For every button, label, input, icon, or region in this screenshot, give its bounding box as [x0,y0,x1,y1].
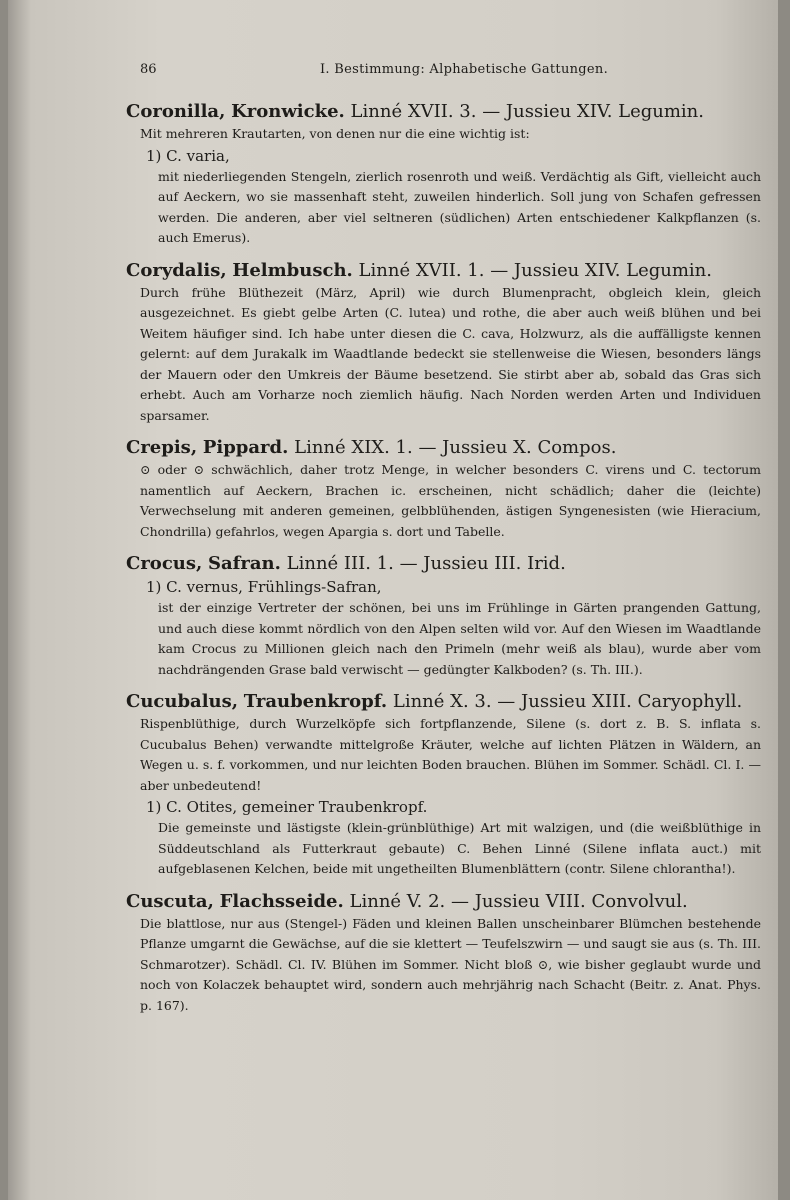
page-number: 86 [140,62,157,77]
book-page [8,0,778,1200]
entry-crepis [126,436,761,542]
genus-name: Corydalis, [126,259,227,281]
species-text: ist der einzige Vertreter der schönen, bei uns im Frühlinge in Gärten prangenden Gattung, und auch diese kommt nördlich von den Alpen selten wild vor. Auf den Wiesen im Waadtlande kam Crocus zu Millionen gleich nach den Primeln (mehr weiß als blau), wurde aber vom nachdrängenden Grase bald verwischt — gedüngter Kalkboden? (s. Th. III.). [158,600,761,677]
page-body [126,100,761,1026]
entry-text: Rispenblüthige, durch Wurzelköpfe sich fortpflanzende, Silene (s. dort z. B. S. inflata s. Cucubalus Behen) verwandte mittelgroße Kräuter, welche auf lichten Plätzen in Wäldern, an Wegen u. s. f. vorkommen, und nur leichten Boden brauchen. Blühen im Sommer. Schädl. Cl. I. — aber unbedeutend! [140,716,761,793]
entry-heading [126,690,761,714]
entry-cucubalus [126,690,761,880]
running-title: I. Bestimmung: Alphabetische Gattungen. [320,62,609,77]
entry-heading [126,259,761,283]
species-text: Die gemeinste und lästigste (klein-grünblüthige) Art mit walzigen, und (die weißblüthige in Süddeutschland als Futterkraut gebaute) C. Behen Linné (Silene inflata auct.) mit aufgeblasenen Kelchen, beide mit ungetheilten Blumenblättern (contr. Silene chlorantha!). [158,820,761,876]
common-name: Flachsseide. [219,890,344,912]
genus-name: Crocus, [126,553,203,574]
species-heading: 1) C. varia, [146,146,230,165]
genus-name: Crepis, [126,437,198,458]
entry-text: Die blattlose, nur aus (Stengel-) Fäden und kleinen Ballen unscheinbarer Blümchen bestehende Pflanze umgarnt die Gewächse, auf die sie klettert — Teufelszwirn — und saugt sie aus (s. Th. III. Schmarotzer). Schädl. Cl. IV. Blühen im Sommer. Nicht bloß ⊙, wie bisher geglaubt wurde und noch von Kolaczek behauptet wird, sondern auch mehrjährig nach Schacht (Beitr. z. Anat. Phys. p. 167). [140,915,761,1013]
species-text: mit niederliegenden Stengeln, zierlich rosenroth und weiß. Verdächtig als Gift, vielleicht auch auf Aeckern, wo sie massenhaft steht, zuweilen hinderlich. Soll jung von Schafen gefressen werden. Die anderen, aber viel seltneren (südlichen) Arten entschiedener Kalkpflanzen (s. auch Emerus). [158,168,761,245]
genus-name: Cucubalus, [126,691,239,712]
entry-cuscuta [126,890,761,1017]
entry-heading [126,100,761,124]
classification: Linné X. 3. — Jussieu XIII. Caryophyll. [392,691,743,712]
entry-text: Durch frühe Blüthezeit (März, April) wie durch Blumenpracht, obgleich klein, gleich ausgezeichnet. Es giebt gelbe Arten (C. lutea) und rothe, die aber auch weiß blühen und bei Weitem häufiger sind. Ich habe unter diesen die C. cava, Holzwurz, als die auffälligste kennen gelernt: auf dem Jurakalk im Waadtlande bedeckt sie stellenweise die Wiesen, besonders längs der Mauern oder den Umkreis der Bäume besetzend. Sie stirbt aber ab, sobald das Gras sich erhebt. Auch am Vorharze noch ziemlich häufig. Nach Norden werden Arten und Individuen sparsamer. [140,284,761,423]
entry-heading [126,552,761,576]
entry-text: ⊙ oder ⊙ schwächlich, daher trotz Menge, in welcher besonders C. virens und C. tectorum namentlich auf Aeckern, Brachen ic. erscheinen, nicht schädlich; daher die (leichte) Verwechselung mit anderen gemeinen, gelbblühenden, ästigen Syngenesisten (wie Hieracium, Chondrilla) gefahrlos, wegen Apargia s. dort und Tabelle. [140,462,761,539]
entry-intro: Mit mehreren Krautarten, von denen nur die eine wichtig ist: [140,126,530,141]
common-name: Traubenkropf. [243,691,388,712]
common-name: Kronwicke. [231,101,345,122]
classification: Linné XVII. 1. — Jussieu XIV. Legumin. [358,259,712,281]
genus-name: Cuscuta, [126,890,214,912]
entry-corydalis [126,259,761,427]
entry-coronilla [126,100,761,249]
common-name: Helmbusch. [232,259,353,281]
entry-heading [126,436,761,460]
species-heading: 1) C. vernus, Frühlings-Safran, [146,578,382,596]
common-name: Pippard. [202,437,289,458]
common-name: Safran. [208,553,281,574]
entry-crocus [126,552,761,680]
classification: Linné III. 1. — Jussieu III. Irid. [286,553,566,574]
genus-name: Coronilla, [126,101,226,122]
classification: Linné XVII. 3. — Jussieu XIV. Legumin. [350,101,704,122]
entry-heading [126,890,761,914]
classification: Linné XIX. 1. — Jussieu X. Compos. [294,437,617,458]
classification: Linné V. 2. — Jussieu VIII. Convolvul. [349,890,688,912]
species-heading: 1) C. Otites, gemeiner Traubenkropf. [146,798,428,816]
